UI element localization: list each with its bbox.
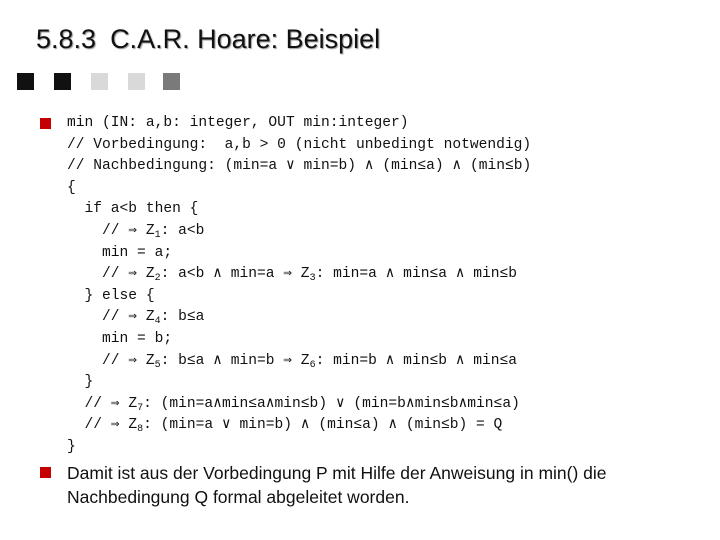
code-segment: min (IN: a,b: integer, OUT min:integer)	[67, 115, 409, 131]
bullet-marker-1	[40, 118, 51, 129]
code-block	[67, 113, 531, 459]
subscript: 2	[154, 273, 161, 285]
code-line	[67, 221, 531, 243]
code-segment: : b≤a	[160, 309, 205, 326]
conclusion-text: Damit ist aus der Vorbedingung P mit Hilfe der Anweisung in min() die Nachbedingung Q formal abgeleitet worden.	[67, 463, 607, 507]
code-segment: : b≤a ∧ min=b ⇒ Z	[160, 352, 310, 369]
code-segment: // ⇒ Z	[67, 266, 155, 283]
code-segment: {	[67, 179, 76, 196]
code-segment: }	[67, 438, 76, 455]
subscript: 4	[154, 316, 161, 328]
code-segment: } else {	[67, 287, 155, 304]
code-line	[67, 199, 531, 221]
code-segment: // ⇒ Z	[67, 417, 138, 434]
code-segment: : min=a ∧ min≤a ∧ min≤b	[315, 266, 518, 283]
subscript: 7	[137, 402, 144, 414]
code-line	[67, 394, 531, 416]
code-segment: : a<b ∧ min=a ⇒ Z	[160, 266, 310, 283]
code-segment: // ⇒ Z	[67, 309, 155, 326]
code-line	[67, 113, 531, 135]
code-line	[67, 307, 531, 329]
code-line	[67, 415, 531, 437]
code-segment: : (min=a ∨ min=b) ∧ (min≤a) ∧ (min≤b) = Q	[143, 417, 503, 434]
square-1	[17, 73, 34, 90]
code-segment: // ⇒ Z	[67, 352, 155, 369]
code-line	[67, 243, 531, 265]
code-segment: // Nachbedingung: (min=a ∨ min=b) ∧ (min≤a) ∧ (min≤b)	[67, 158, 532, 175]
subscript: 5	[154, 359, 161, 371]
code-line	[67, 178, 531, 200]
square-4	[128, 73, 145, 90]
code-segment: // ⇒ Z	[67, 222, 155, 239]
code-line	[67, 329, 531, 351]
square-3	[91, 73, 108, 90]
code-line	[67, 351, 531, 373]
section-number: 5.8.3	[36, 24, 97, 54]
code-segment: : (min=a∧min≤a∧min≤b) ∨ (min=b∧min≤b∧min≤a)	[143, 395, 520, 412]
slide-title	[36, 24, 380, 55]
bullet-marker-2	[40, 467, 51, 478]
subscript: 3	[309, 273, 316, 285]
code-segment: // Vorbedingung: a,b > 0 (nicht unbedingt notwendig)	[67, 136, 532, 153]
code-line	[67, 135, 531, 157]
code-segment: min = a;	[67, 244, 173, 261]
code-line	[67, 286, 531, 308]
code-line	[67, 264, 531, 286]
code-segment: }	[67, 374, 94, 391]
code-segment: : a<b	[160, 222, 205, 239]
code-line	[67, 156, 531, 178]
subscript: 6	[309, 359, 316, 371]
code-segment: : min=b ∧ min≤b ∧ min≤a	[315, 352, 518, 369]
subscript: 1	[154, 229, 161, 241]
subscript: 8	[137, 424, 144, 436]
code-line	[67, 372, 531, 394]
code-segment: if a<b then {	[67, 201, 199, 218]
square-5	[163, 73, 180, 90]
code-segment: min = b;	[67, 330, 173, 347]
code-segment: // ⇒ Z	[67, 395, 138, 412]
square-2	[54, 73, 71, 90]
title-text: C.A.R. Hoare: Beispiel	[110, 24, 381, 54]
code-line	[67, 437, 531, 459]
